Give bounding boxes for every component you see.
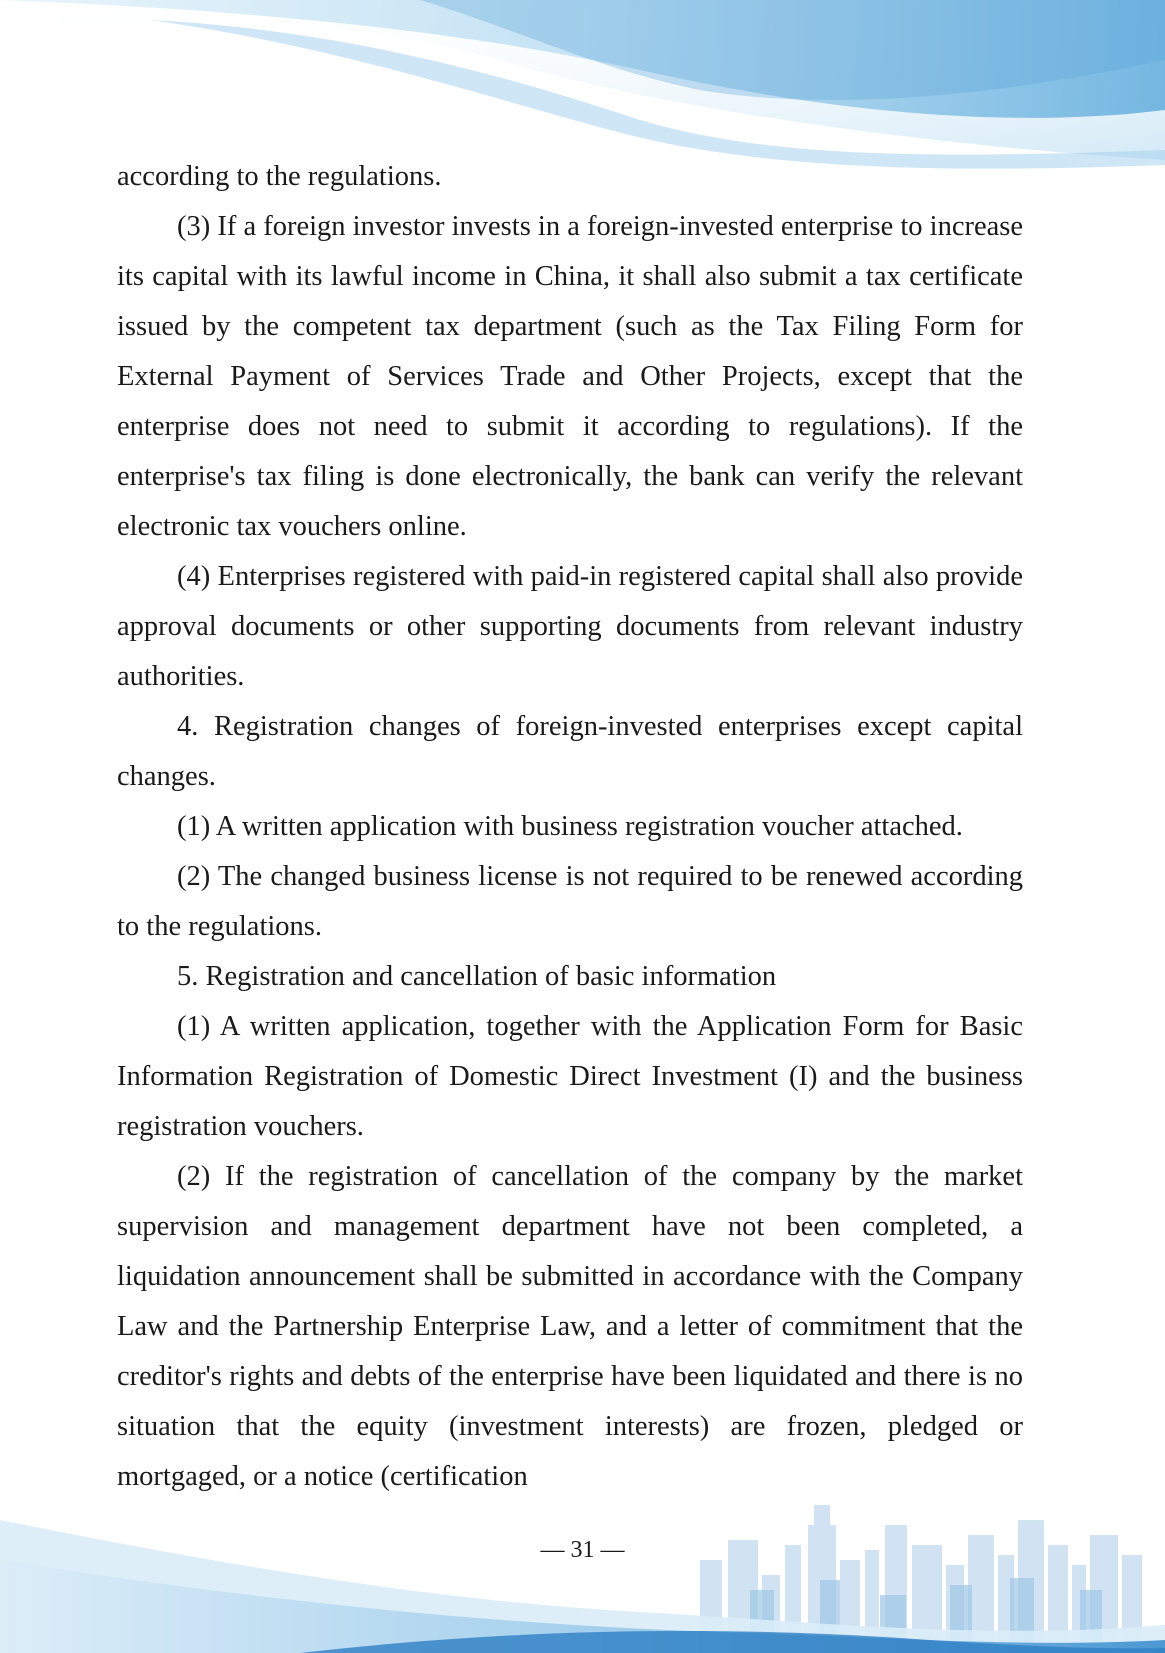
page-number: — 31 — [540, 1537, 625, 1563]
paragraph-4: 4. Registration changes of foreign-invested enterprises except capital changes. [117, 711, 1023, 792]
paragraph-6: (2) The changed business license is not required to be renewed according to the regulations. [117, 861, 1023, 942]
document-body [117, 152, 1023, 1502]
paragraph-7: 5. Registration and cancellation of basic information [177, 961, 777, 992]
paragraph-1: according to the regulations. [117, 161, 442, 192]
paragraph-8: (1) A written application, together with the Application Form for Basic Information Registration of Domestic Direct Investment (I) and the business registration vouchers. [117, 1011, 1023, 1142]
paragraph-3: (4) Enterprises registered with paid-in registered capital shall also provide approval documents or other supporting documents from relevant industry authorities. [117, 561, 1023, 692]
paragraph-5: (1) A written application with business registration voucher attached. [177, 811, 963, 842]
paragraph-9: (2) If the registration of cancellation of the company by the market supervision and management department have not been completed, a liquidation announcement shall be submitted in accordance with the Company Law and the Partnership Enterprise Law, and a letter of commitment that the creditor's rights and debts of the enterprise have been liquidated and there is no situation that the equity (investment interests) are frozen, pledged or mortgaged, or a notice (certification [117, 1161, 1023, 1492]
paragraph-2: (3) If a foreign investor invests in a foreign-invested enterprise to increase its capital with its lawful income in China, it shall also submit a tax certificate issued by the competent tax department (such as the Tax Filing Form for External Payment of Services Trade and Other Projects, except that the enterprise does not need to submit it according to regulations). If the enterprise's tax filing is done electronically, the bank can verify the relevant electronic tax vouchers online. [117, 211, 1023, 542]
top-wave-decoration [0, 0, 1165, 169]
